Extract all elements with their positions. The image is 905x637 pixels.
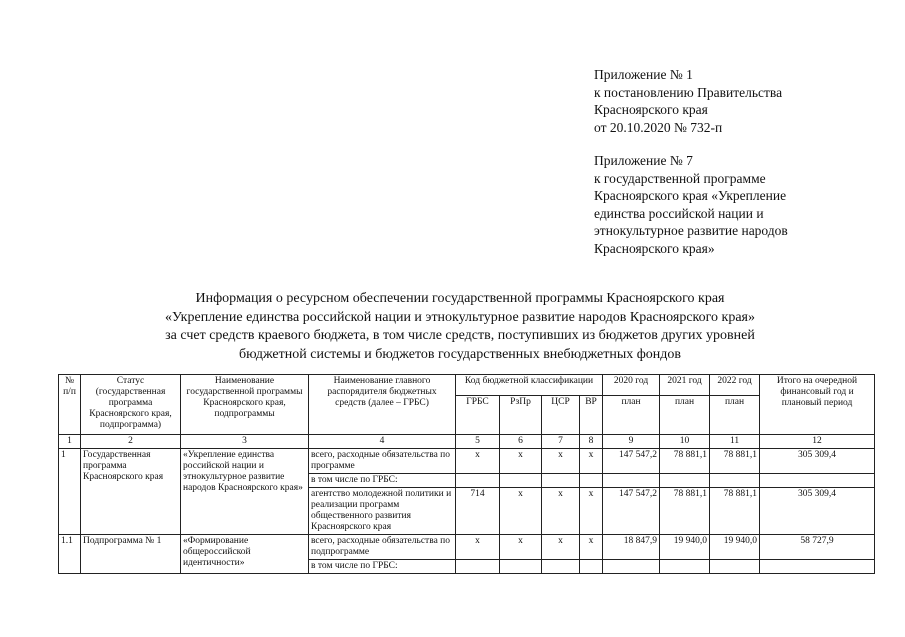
header-rzpr: РзПр <box>500 396 542 435</box>
row-2020: 147 547,2 <box>603 488 660 535</box>
row-vr: x <box>580 449 603 474</box>
header-plan-2022: план <box>710 396 760 435</box>
appendix-1-line: Красноярского края <box>594 102 708 117</box>
appendix-1-line: к постановлению Правительства <box>594 84 783 100</box>
row-2021: 78 881,1 <box>660 449 710 474</box>
row-total: 305 309,4 <box>760 449 875 474</box>
column-number-row <box>59 435 875 449</box>
column-number: 2 <box>81 435 181 449</box>
column-number: 7 <box>542 435 580 449</box>
row-2020: 18 847,9 <box>603 535 660 560</box>
header-vr: ВР <box>580 396 603 435</box>
appendix-7-line: Красноярского края» <box>594 240 715 256</box>
table-row <box>59 535 875 560</box>
row-num: 1 <box>59 449 81 535</box>
row-grbs-name: в том числе по ГРБС: <box>309 474 456 488</box>
table-row <box>59 449 875 474</box>
header-2021: 2021 год <box>660 375 710 396</box>
header-grbs: ГРБС <box>456 396 500 435</box>
header-grbs-name: Наименование главного распорядителя бюджетных средств (далее – ГРБС) <box>309 375 456 435</box>
row-rzpr: x <box>500 535 542 560</box>
row-grbs-name: в том числе по ГРБС: <box>309 560 456 574</box>
row-grbs-name: всего, расходные обязательства по подпрограмме <box>309 535 456 560</box>
appendix-7-line: Красноярского края «Укрепление <box>594 188 787 203</box>
row-grbs: x <box>456 535 500 560</box>
header-kbk: Код бюджетной классификации <box>456 375 603 396</box>
column-number: 12 <box>760 435 875 449</box>
header-csr: ЦСР <box>542 396 580 435</box>
table-header-row <box>59 375 875 396</box>
row-2022: 19 940,0 <box>710 535 760 560</box>
header-2020: 2020 год <box>603 375 660 396</box>
appendix-1-line: от 20.10.2020 № 732-п <box>594 119 723 135</box>
header-plan-2020: план <box>603 396 660 435</box>
row-status: Подпрограмма № 1 <box>81 535 181 574</box>
appendix-7-line: Приложение № 7 <box>594 153 693 168</box>
column-number: 10 <box>660 435 710 449</box>
header-total: Итого на очередной финансовый год и плановый период <box>760 375 875 435</box>
header-num: № п/п <box>59 375 81 435</box>
row-name: «Укрепление единства российской нации и этнокультурное развитие народов Красноярского края» <box>181 449 309 535</box>
row-grbs: x <box>456 449 500 474</box>
column-number: 3 <box>181 435 309 449</box>
appendix-1-block <box>594 66 782 136</box>
row-name: «Формирование общероссийской идентичности» <box>181 535 309 574</box>
document-title <box>120 290 800 364</box>
row-vr: x <box>580 488 603 535</box>
header-name: Наименование государственной программы Красноярского края, подпрограммы <box>181 375 309 435</box>
title-line: бюджетной системы и бюджетов государственных внебюджетных фондов <box>238 346 682 362</box>
header-status: Статус (государственная программа Красноярского края, подпрограмма) <box>81 375 181 435</box>
header-2022: 2022 год <box>710 375 760 396</box>
column-number: 9 <box>603 435 660 449</box>
row-csr: x <box>542 535 580 560</box>
row-grbs-name: всего, расходные обязательства по программе <box>309 449 456 474</box>
column-number: 1 <box>59 435 81 449</box>
row-vr: x <box>580 535 603 560</box>
column-number: 4 <box>309 435 456 449</box>
appendix-7-line: к государственной программе <box>594 170 766 186</box>
row-rzpr: x <box>500 488 542 535</box>
title-line: «Укрепление единства российской нации и этнокультурное развитие народов Красноярского края» <box>165 309 755 325</box>
row-2022: 78 881,1 <box>710 449 760 474</box>
row-2021: 78 881,1 <box>660 488 710 535</box>
resource-table <box>58 374 875 574</box>
column-number: 5 <box>456 435 500 449</box>
row-2021: 19 940,0 <box>660 535 710 560</box>
row-total: 305 309,4 <box>760 488 875 535</box>
row-total: 58 727,9 <box>760 535 875 560</box>
row-2020: 147 547,2 <box>603 449 660 474</box>
column-number: 11 <box>710 435 760 449</box>
row-csr: x <box>542 449 580 474</box>
row-num: 1.1 <box>59 535 81 574</box>
appendix-7-line: этнокультурное развитие народов <box>594 223 788 238</box>
row-2022: 78 881,1 <box>710 488 760 535</box>
appendix-1-line: Приложение № 1 <box>594 67 693 82</box>
row-status: Государственная программа Красноярского края <box>81 449 181 535</box>
appendix-7-line: единства российской нации и <box>594 205 764 221</box>
header-plan-2021: план <box>660 396 710 435</box>
row-grbs-name: агентство молодежной политики и реализации программ общественного развития Красноярского края <box>309 488 456 535</box>
column-number: 8 <box>580 435 603 449</box>
title-line: за счет средств краевого бюджета, в том числе средств, поступивших из бюджетов других уровней <box>165 328 755 343</box>
row-rzpr: x <box>500 449 542 474</box>
row-grbs: 714 <box>456 488 500 535</box>
row-csr: x <box>542 488 580 535</box>
column-number: 6 <box>500 435 542 449</box>
title-line: Информация о ресурсном обеспечении государственной программы Красноярского края <box>195 291 725 306</box>
appendix-7-block <box>594 152 788 257</box>
